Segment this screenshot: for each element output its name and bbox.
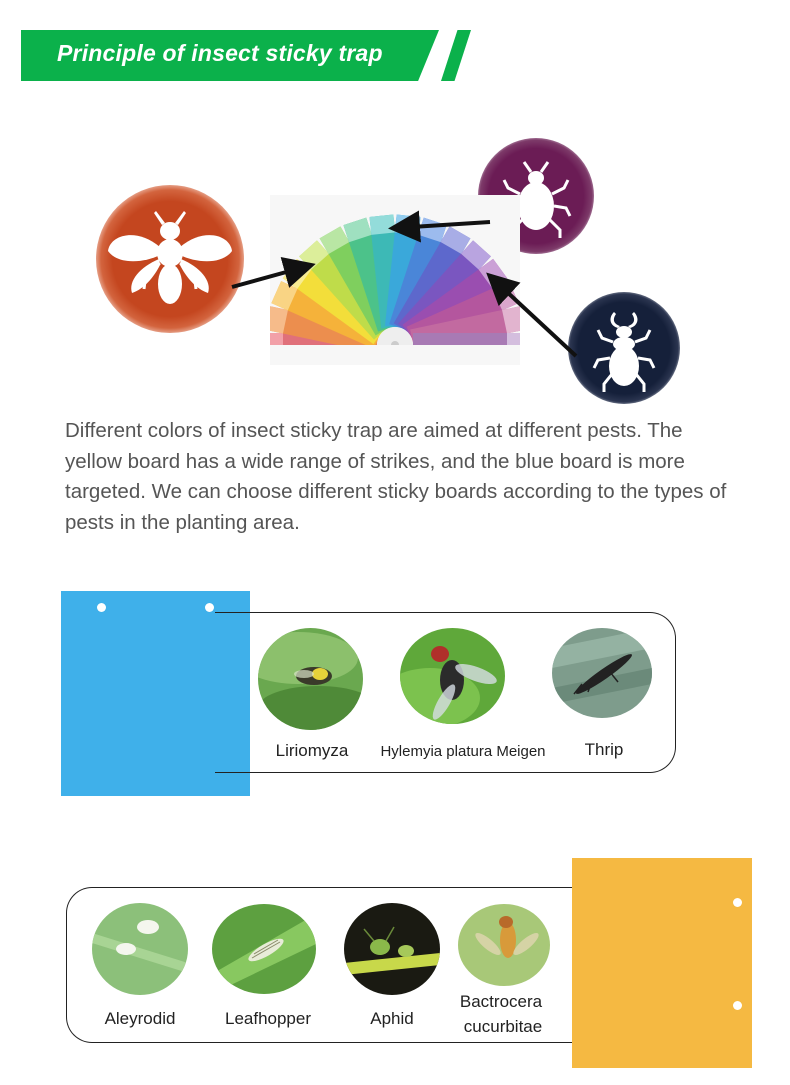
yellow-sticky-board bbox=[572, 858, 752, 1068]
pest-label: Thrip bbox=[584, 740, 624, 759]
color-fan-icon bbox=[270, 195, 520, 365]
liriomyza-photo bbox=[258, 628, 363, 730]
pest-label: Aphid bbox=[370, 1009, 414, 1028]
pest-label: Bactrocera bbox=[459, 992, 543, 1011]
board-hole bbox=[733, 898, 742, 907]
pest-label: Liriomyza bbox=[275, 741, 349, 760]
color-fan bbox=[270, 195, 520, 365]
bactrocera-photo bbox=[458, 904, 550, 986]
beetle-icon bbox=[568, 292, 680, 404]
hylemyia-photo bbox=[400, 628, 505, 724]
board-hole bbox=[97, 603, 106, 612]
aphid-photo bbox=[344, 903, 440, 995]
leafhopper-photo bbox=[212, 904, 316, 994]
bee-circle bbox=[96, 185, 244, 333]
board-hole bbox=[205, 603, 214, 612]
pest-label: cucurbitae bbox=[463, 1017, 543, 1036]
page-title: Principle of insect sticky trap bbox=[57, 40, 383, 66]
bee-icon bbox=[96, 185, 244, 333]
aleyrodid-photo bbox=[92, 903, 188, 995]
description-text: Different colors of insect sticky trap are aimed at different pests. The yellow board has a wide range of strikes, and the blue board is more targeted. We can choose different sticky boards according to the types of pests in the planting area. bbox=[65, 419, 727, 534]
pest-label: Leafhopper bbox=[224, 1009, 312, 1028]
beetle-circle bbox=[568, 292, 680, 404]
thrip-photo bbox=[552, 628, 652, 718]
board-hole bbox=[733, 1001, 742, 1010]
header-stripe bbox=[441, 30, 471, 81]
pest-label: Aleyrodid bbox=[104, 1009, 176, 1028]
pest-label: Hylemyia platura Meigen bbox=[380, 743, 546, 760]
